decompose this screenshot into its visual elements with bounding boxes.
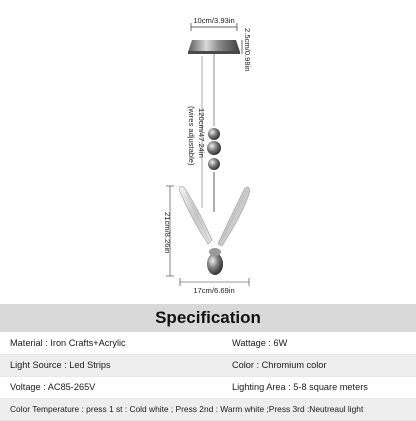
canopy bbox=[188, 40, 240, 54]
spec-row-color-temperature bbox=[0, 399, 416, 421]
color-temperature-value: Color Temperature : press 1 st : Cold white ; Press 2nd : Warm white ;Press 3rd :Neutreaul light bbox=[10, 404, 364, 414]
material-value: Material : Iron Crafts+Acrylic bbox=[10, 338, 126, 348]
light-source-value: Light Source : Led Strips bbox=[10, 360, 111, 370]
wire-length-label: 120cm/47.24in bbox=[197, 108, 206, 158]
canopy-height-dimension bbox=[242, 28, 252, 71]
canopy-width-label: 10cm/3.93in bbox=[193, 16, 235, 25]
lamp-width-dimension bbox=[180, 278, 249, 295]
spec-row-light-source bbox=[0, 355, 416, 377]
specification-title: Specification bbox=[0, 304, 416, 332]
canopy-height-label: 2.5cm/0.98in bbox=[243, 28, 252, 72]
color-value: Color : Chromium color bbox=[232, 360, 327, 370]
lamp-height-label: 21cm/8.26in bbox=[163, 212, 172, 254]
specification-table bbox=[0, 333, 416, 421]
wattage-value: Wattage : 6W bbox=[232, 338, 288, 348]
decorative-beads bbox=[207, 128, 221, 170]
lamp-body bbox=[207, 248, 223, 275]
spec-row-voltage bbox=[0, 377, 416, 399]
lighting-area-value: Lighting Area : 5-8 square meters bbox=[232, 382, 368, 392]
spec-row-material bbox=[0, 333, 416, 355]
voltage-value: Voltage : AC85-265V bbox=[10, 382, 96, 392]
wire-note-label: (wires adjustable) bbox=[187, 106, 196, 166]
lamp-height-dimension bbox=[163, 186, 174, 276]
lamp-width-label: 17cm/6.69in bbox=[193, 286, 235, 295]
left-wing bbox=[179, 186, 212, 244]
wire-length-dimension bbox=[187, 56, 206, 208]
canopy-width-dimension bbox=[191, 16, 237, 31]
right-wing bbox=[218, 187, 250, 246]
